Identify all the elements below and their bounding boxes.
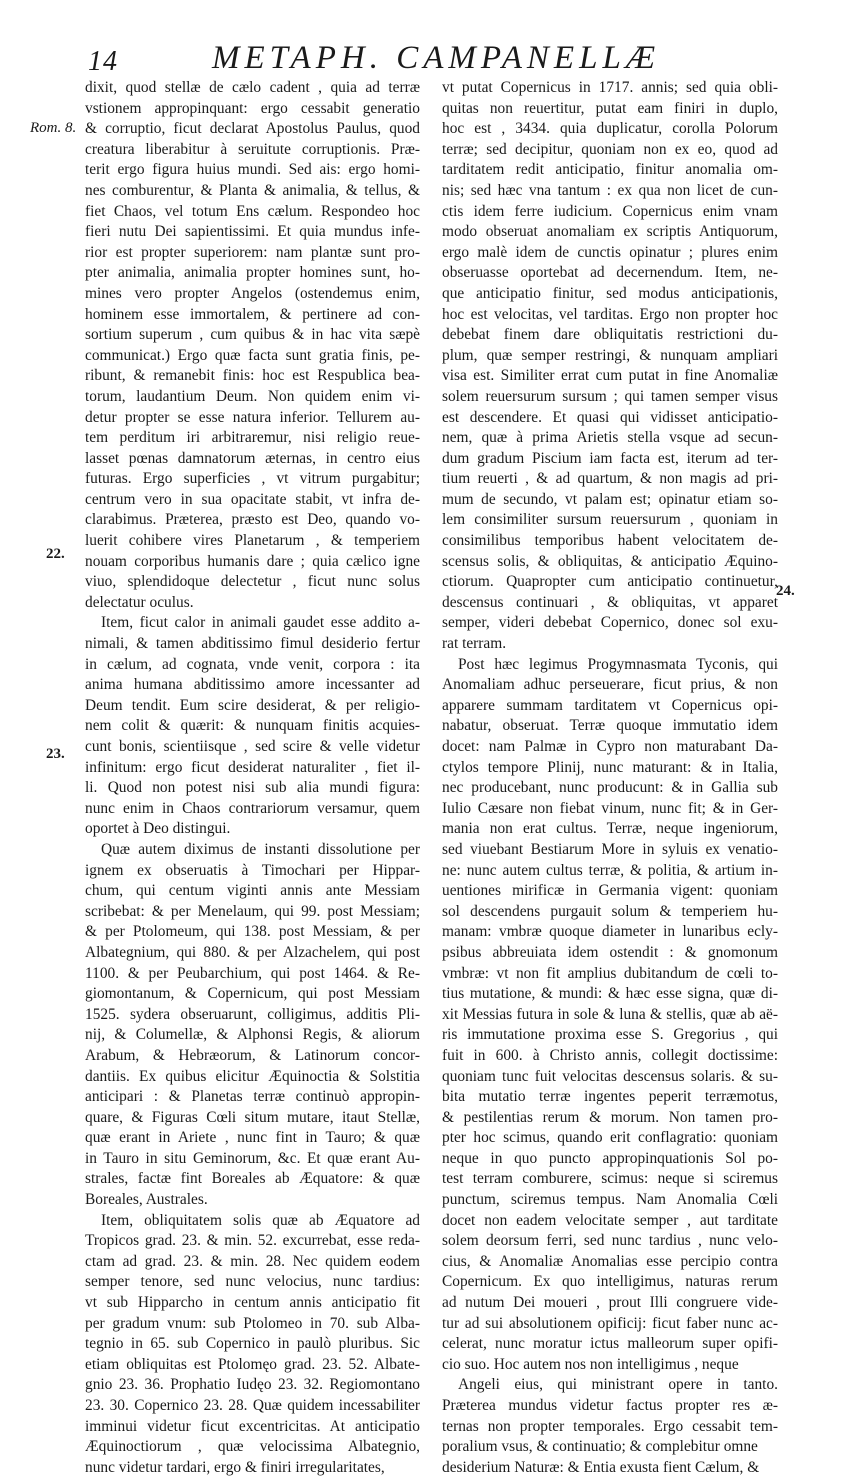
text-line: fieri nutu Dei sapientissimi. Et quia mundus infe-	[85, 223, 420, 241]
text-line: Arabum, & Hebræorum, & Latinorum concor-	[85, 1046, 420, 1064]
text-line: cius, & Anomaliæ Anomalias esse percipio contra	[442, 1252, 778, 1270]
text-line: Post hæc legimus Progymnasmata Tyconis, qui	[458, 655, 778, 673]
text-line: tium reuerti , & ad quartum, & non magis ad pri-	[442, 470, 778, 488]
text-line: li. Quod non potest nisi sub alia mundi figura:	[85, 779, 420, 797]
text-line: semper tenore, sed nunc velocius, nunc tardius:	[85, 1273, 420, 1291]
text-line: punctum, sciremus tempus. Nam Anomalia Cœli	[442, 1191, 778, 1209]
text-line: ad nutum Dei moueri , prout Illi congruere vide-	[442, 1294, 778, 1312]
text-line: Copernicum. Ex quo intelligimus, naturas rerum	[442, 1273, 778, 1291]
text-line: uentiones mirificæ in Germania vigent: quoniam	[442, 882, 778, 900]
text-line: 1525. sydera obseruarunt, colligimus, additis Pli-	[85, 1005, 420, 1023]
text-line: nunc enim in Chaos contrariorum versamur, quem	[85, 799, 420, 817]
text-line: vt sub Hipparcho in centum annis anticipatio fit	[85, 1294, 420, 1312]
text-line: solem reuersurum sursum ; qui tamen semper visus	[442, 387, 778, 405]
text-line: dum gradum Piscium iam facta est, iterum ad ter-	[442, 449, 778, 467]
text-line: anticipari : & Planetas terræ continuò appropin-	[85, 1088, 420, 1106]
text-line: anima humana abditissimo amore incessanter ad	[85, 676, 420, 694]
text-line: nem colit & quærit: & nunquam finitis acquies-	[85, 717, 420, 735]
text-line: apparere summam tarditatem vt Copernicus opi-	[442, 696, 778, 714]
text-line: 1100. & per Peubarchium, qui post 1464. & Re-	[85, 964, 420, 982]
text-line: chum, qui centum viginti annis ante Messiam	[85, 882, 420, 900]
text-line: tem perditum iri arbitraremur, nisi religio reue-	[85, 429, 420, 447]
text-line: nes comburentur, & Planta & animalia, & tellus, &	[85, 181, 420, 199]
text-line: delectatur oculus.	[85, 593, 194, 611]
text-line: quare, & Figuras Cœli situm mutare, itaut Stellæ,	[85, 1108, 420, 1126]
text-line: Item, obliquitatem solis quæ ab Æquatore ad	[101, 1211, 420, 1229]
text-line: infinitum: ergo ficut desiderat naturaliter , fiet il-	[85, 758, 420, 776]
text-line: rat terram.	[442, 635, 507, 653]
text-line: Anomaliam adhuc perseuerare, ficut prius, & non	[442, 676, 778, 694]
text-line: celerat, nunc moratur ictus malleorum super opifi-	[442, 1335, 778, 1353]
text-line: centrum vero in sua opacitate stabit, vt infra de-	[85, 490, 420, 508]
text-line: docet non eadem velocitate semper , aut tarditate	[442, 1211, 778, 1229]
text-line: nis; sed hæc vna tantum : ex qua non licet de cun-	[442, 181, 778, 199]
text-line: visa est. Similiter errat cum putat in fine Anomaliæ	[442, 367, 778, 385]
text-line: descensus continuari , & obliquitas, vt apparet	[442, 593, 778, 611]
text-line: creatura liberabitur à seruitute corruptionis. Præ-	[85, 140, 420, 158]
text-line: nabatur, obseruat. Terræ quoque immutatio idem	[442, 717, 778, 735]
text-line: nem, quæ à prima Arietis stella vsque ad secun-	[442, 429, 778, 447]
text-line: semper, videri debebat Copernico, donec sol exu-	[442, 614, 778, 632]
text-line: clarabimus. Præterea, præsto est Deo, quando vo-	[85, 511, 420, 529]
text-line: hominem esse immortalem, & pertinere ad con-	[85, 305, 420, 323]
text-line: manam: vmbræ quoque diameter in lunaribus ecly-	[442, 923, 778, 941]
text-line: gnio 23. 36. Prophatio Iudęo 23. 32. Regiomontano	[85, 1376, 420, 1394]
text-line: ctis idem ferre iudicium. Copernicus enim vnam	[442, 202, 778, 220]
running-title: METAPH. CAMPANELLÆ	[212, 40, 661, 76]
text-line: Quæ autem diximus de instanti dissolutione per	[101, 840, 420, 858]
text-line: torum, laudantium Deum. Non quidem enim vi-	[85, 387, 420, 405]
text-line: test terram comburere, scimus: neque si sciremus	[442, 1170, 778, 1188]
text-line: debebat finem dare obliquitatis restrictioni du-	[442, 326, 778, 344]
text-line: poralium vsus, & continuatio; & complebitur omne	[442, 1438, 758, 1456]
text-line: psibus abbreuiata idem ostendit : & gnomonum	[442, 943, 778, 961]
text-line: vmbræ: vt non fit amplius dubitandum de cœli to-	[442, 964, 778, 982]
text-line: Æquinoctiorum , quæ velocissima Albategnio,	[85, 1438, 420, 1456]
text-line: ctylos tempore Plinij, nunc maturant: & in Italia,	[442, 758, 778, 776]
text-line: quæ erant in Ariete , nunc fint in Tauro; & quæ	[85, 1129, 420, 1147]
text-line: imminui videtur ficut excentricitas. At anticipatio	[85, 1417, 420, 1435]
text-line: dantiis. Ex quibus elicitur Æquinoctia & Solstitia	[85, 1067, 420, 1085]
text-line: obseruasse oportebat ad decernendum. Item, ne-	[442, 264, 778, 282]
text-line: nec producebant, nunc producunt: & in Gallia sub	[442, 779, 778, 797]
text-line: tius mutatione, & mundi: & hæc esse signa, quæ di-	[442, 985, 778, 1003]
margin-reference-romans: Rom. 8.	[30, 120, 77, 136]
text-line: ignem ex obseruatis à Timochari per Hippar-	[85, 861, 420, 879]
text-line: ctam ad grad. 23. & min. 28. Nec quidem eodem	[85, 1252, 420, 1270]
text-line: & per Ptolomeum, qui 138. post Messiam, & per	[85, 923, 420, 941]
text-line: cio suo. Hoc autem nos non intelligimus , neque	[442, 1355, 739, 1373]
text-line: in cælum, ad cognata, vnde venit, corpora : ita	[85, 655, 420, 673]
text-line: bita mutatio terræ ingentes peperit terræmotus,	[442, 1088, 778, 1106]
text-line: hoc est , 3434. quia duplicatur, corolla Polorum	[442, 120, 778, 138]
text-line: Tropicos grad. 23. & min. 52. excurrebat, esse reda-	[85, 1232, 420, 1250]
text-line: quitas non reuertitur, putat eam finiri in duplo,	[442, 99, 778, 117]
text-line: rior est propter superiorem: nam plantæ sunt pro-	[85, 243, 420, 261]
margin-section-number: 24.	[776, 583, 795, 599]
text-line: & corruptio, ficut declarat Apostolus Paulus, quod	[85, 120, 420, 138]
text-line: scribebat: & per Menelaum, qui 99. post Messiam;	[85, 902, 420, 920]
text-line: luerit cohibere vires Planetarum , & temperiem	[85, 532, 420, 550]
text-line: Præterea mundus videtur factus propter res æ-	[442, 1397, 778, 1414]
text-line: plum, quæ semper restringi, & nunquam ampliari	[442, 346, 778, 364]
text-line: modo obseruat anomaliam ex scriptis Antiquorum,	[442, 223, 778, 241]
text-line: strales, factæ fint Boreales ab Æquatore: & quæ	[85, 1170, 420, 1188]
text-line: detur propter se esse natura inferior. Tellurem au-	[85, 408, 420, 426]
right-text-column	[442, 78, 778, 1478]
page-number: 14	[88, 46, 118, 77]
text-line: ribunt, & remanebit finis: hoc est Respublica bea-	[85, 367, 420, 385]
text-line: ris immutatione proxima esse S. Gregorius , qui	[442, 1026, 778, 1044]
text-line: fuit in 600. à Christo annis, collegit doctissime:	[442, 1046, 778, 1064]
text-line: neque in quo puncto appropinquationis Sol po-	[442, 1149, 778, 1167]
text-line: Iulio Cæsare non fiebat vinum, nunc fit; & in Ger-	[442, 799, 778, 817]
page-header	[0, 38, 863, 78]
text-line: consimilibus temporibus habent velocitatem de-	[442, 532, 778, 550]
text-line: xit Messias futura in sole & luna & stellis, quæ ab aë-	[442, 1005, 778, 1023]
text-line: lasset pœnas damnatorum æternas, in centro eius	[85, 449, 420, 467]
text-line: ctiorum. Quapropter cum anticipatio continuetur,	[442, 573, 778, 591]
text-line: pter hoc scimus, quando erit conflagratio: quoniam	[442, 1129, 778, 1147]
text-line: tegnio in 65. sub Copernico in paulò pluribus. Sic	[85, 1335, 420, 1353]
text-line: & pestilentias rerum & morum. Non tamen pro-	[442, 1108, 778, 1126]
text-line: in Tauro in situ Geminorum, &c. Et quæ erant Au-	[85, 1149, 420, 1167]
text-line: terræ; sed decipitur, quoniam non ex eo, quod ad	[442, 140, 778, 158]
text-line: Angeli eius, qui ministrant opere in tanto.	[458, 1376, 778, 1394]
left-text-column	[85, 78, 420, 1478]
text-line: cunt bonis, scientiisque , sed scire & velle videtur	[85, 738, 420, 755]
text-line: scensus solis, & obliquitas, & anticipatio Æquino-	[442, 552, 778, 570]
text-line: nunc videtur tardari, ergo & finiri irregularitates,	[85, 1458, 385, 1476]
text-line: Boreales, Australes.	[85, 1191, 208, 1209]
text-line: mum de secundo, vt palam est; opinatur etiam so-	[442, 490, 778, 508]
text-line: ergo malè idem de cunctis opinatur ; plures enim	[442, 243, 778, 261]
text-line: Deum tendit. Eum scire desiderat, & per religio-	[85, 696, 420, 714]
text-line: Albategnium, qui 880. & per Alzachelem, qui post	[85, 943, 420, 961]
text-line: ne: nunc autem cultus terræ, & politia, & artium in-	[442, 861, 778, 879]
text-line: mines vero propter Angelos (ostendemus enim,	[85, 284, 420, 302]
text-line: sol descendens purgauit solum & temperiem hu-	[442, 902, 778, 920]
text-line: ternas non propter temporales. Ergo cessabit tem-	[442, 1417, 778, 1435]
text-line: dixit, quod stellæ de cælo cadent , quia ad terræ	[85, 79, 420, 96]
text-line: nij, & Columellæ, & Alphonsi Regis, & aliorum	[85, 1026, 420, 1044]
text-line: tarditatem redit anticipatio, finitur anomalia om-	[442, 161, 778, 179]
text-line: sortium superum , cum quibus & in hac vita sæpè	[85, 326, 420, 344]
margin-section-number: 23.	[46, 746, 65, 762]
text-line: pter animalia, animalia propter homines sunt, ho-	[85, 264, 420, 282]
text-line: que anticipatio finitur, sed modus anticipationis,	[442, 284, 778, 302]
text-line: 23. 30. Copernico 23. 28. Quæ quidem incessabiliter	[85, 1397, 420, 1414]
text-line: nouam corporibus humanis dare ; quia cælico igne	[85, 552, 420, 570]
text-line: mania non erat cultus. Terræ, neque ingeniorum,	[442, 820, 778, 838]
text-line: futuras. Ergo superficies , vt vitrum purgabitur;	[85, 470, 420, 488]
text-line: hoc est velocitas, vel tarditas. Ergo non propter hoc	[442, 305, 778, 323]
text-line: vstionem appropinquant: ergo cessabit generatio	[85, 99, 420, 117]
text-line: viuo, splendidoque delectetur , ficut nunc solus	[85, 573, 420, 591]
text-line: solem deorsum ferri, sed nunc tardius , nunc velo-	[442, 1232, 778, 1250]
text-line: etiam obliquitas est Ptolomęo grad. 23. 52. Albate-	[85, 1355, 420, 1373]
text-line: Item, ficut calor in animali gaudet esse addito a-	[101, 614, 420, 632]
text-line: lem consimiliter sursum reuersurum , quoniam in	[442, 511, 778, 529]
text-line: est descendere. Et quasi qui vidisset anticipatio-	[442, 408, 778, 426]
text-line: vt putat Copernicus in 1717. annis; sed quia obli-	[442, 79, 778, 96]
text-line: giomontanum, & Copernicum, qui post Messiam	[85, 985, 420, 1003]
text-line: terit ergo figura huius mundi. Sed ais: ergo homi-	[85, 161, 420, 179]
margin-section-number: 22.	[46, 546, 65, 562]
text-line: sed viuebant Bestiarum More in syluis ex venatio-	[442, 840, 778, 858]
text-line: quoniam tunc fuit velocitas descensus solaris. & su-	[442, 1067, 778, 1085]
text-line: fiet Chaos, vel totum Ens cælum. Respondeo hoc	[85, 202, 420, 220]
text-line: communicat.) Ergo quæ facta sunt gratia finis, pe-	[85, 346, 420, 364]
text-line: per gradum vnum: sub Ptolomeo in 70. sub Alba-	[85, 1314, 420, 1332]
text-line: oportet à Deo distingui.	[85, 820, 231, 838]
text-line: docet: nam Palmæ in Cypro non maturabant Da-	[442, 738, 778, 755]
text-line: nimali, & tamen abditissimo fimul desiderio fertur	[85, 635, 420, 653]
text-line: tur ad sui absolutionem opificij: ficut faber nunc ac-	[442, 1314, 778, 1332]
text-line: desiderium Naturæ: & Entia exusta fient Cælum, &	[442, 1458, 760, 1476]
